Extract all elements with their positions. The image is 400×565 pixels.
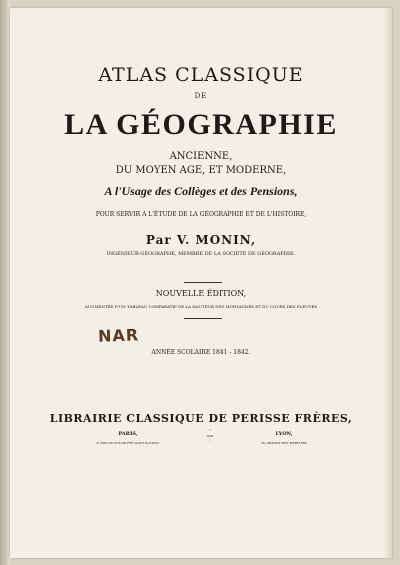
paris-address: 8, RUE DU POT-DE-FER SAINT-SULPICE: [96, 441, 160, 445]
divider-rule-bottom: [184, 318, 222, 319]
subtitle-usage: A l'Usage des Collèges et des Pensions,: [104, 184, 298, 198]
main-title: LA GÉOGRAPHIE: [64, 108, 338, 141]
title-page: [10, 8, 392, 558]
page-edge-shadow: [384, 8, 392, 558]
handwritten-stamp: NAR: [97, 325, 140, 346]
paris-city: PARIS,: [118, 431, 138, 437]
title-de: DE: [194, 92, 208, 100]
author-name: Par V. MONIN,: [145, 233, 257, 247]
author-role: INGÉNIEUR-GÉOGRAPHE, MEMBRE DE LA SOCIÉTÉ DE GÉOGRAPHIE.: [106, 251, 296, 257]
divider-rule-top: [184, 282, 222, 283]
subtitle-pour-servir: POUR SERVIR A L'ÉTUDE DE LA GÉOGRAPHIE ET DE L'HISTOIRE,: [95, 211, 307, 218]
subtitle-moyen-age: DU MOYEN AGE, ET MODERNE,: [115, 165, 287, 176]
edition-label: NOUVELLE ÉDITION,: [155, 289, 247, 298]
publisher-lyon: [224, 431, 344, 445]
center-ornament: • 1841 •: [206, 428, 214, 442]
imprint-year: 1841: [206, 434, 214, 438]
title-line-1: ATLAS CLASSIQUE: [98, 64, 304, 86]
school-year: ANNÉE SCOLAIRE 1841 - 1842.: [151, 349, 251, 356]
edition-augmentee: AUGMENTÉE D'UN TABLEAU COMPARATIF DE LA HAUTEUR DES MONTAGNES ET DU COURS DES FLEUVES: [84, 304, 318, 309]
lyon-address: 33, GRANDE RUE MERCIÈRE: [260, 441, 308, 445]
publisher-name: LIBRAIRIE CLASSIQUE DE PERISSE FRÈRES,: [49, 412, 353, 425]
lyon-city: LYON,: [275, 431, 293, 437]
publisher-paris: [68, 431, 188, 445]
subtitle-ancienne: ANCIENNE,: [169, 151, 233, 162]
book-binding: [0, 0, 10, 565]
